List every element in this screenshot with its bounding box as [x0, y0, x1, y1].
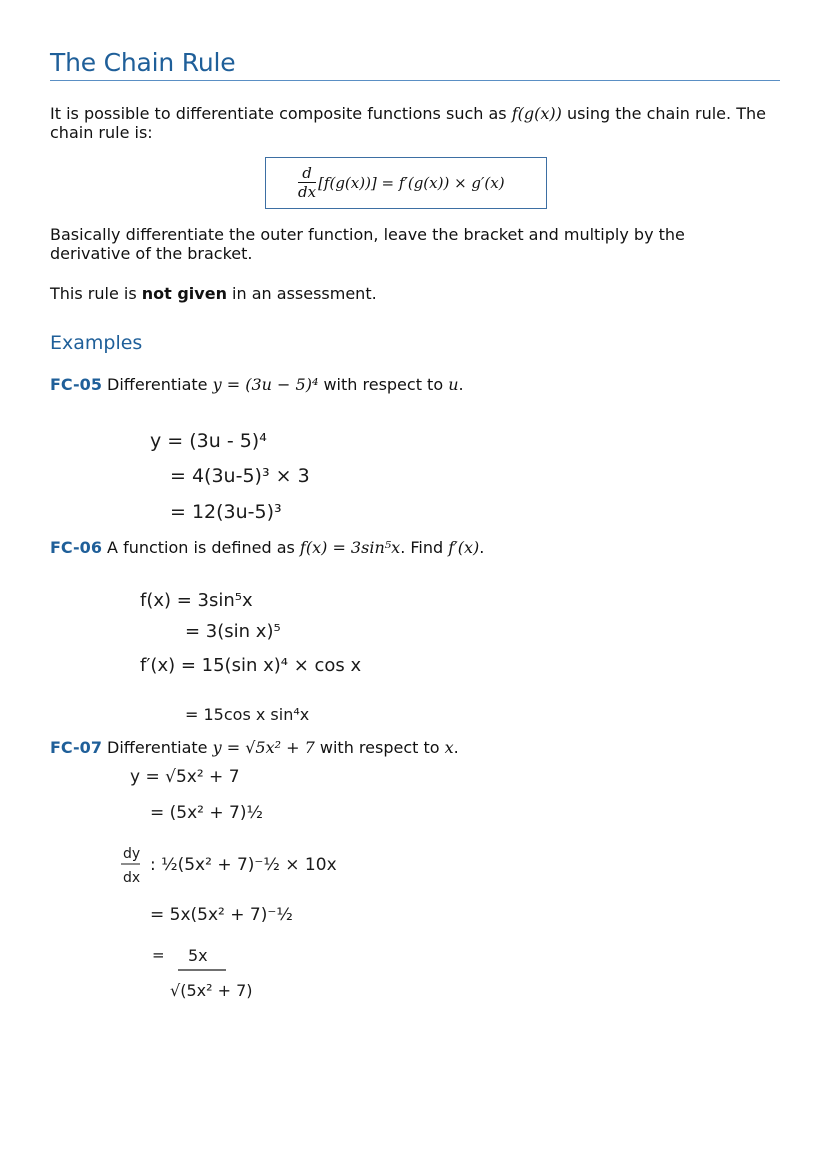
rule-note-emphasis: not given [141, 284, 227, 303]
page-title: The Chain Rule [50, 48, 236, 77]
fc05-work-line-3: = 12(3u-5)³ [170, 501, 282, 523]
fc07-dx: dx [123, 870, 141, 886]
fc07-work-line-4: = 5x(5x² + 7)⁻½ [150, 905, 293, 925]
fc06-work-line-4: = 15cos x sin⁴x [185, 705, 310, 724]
derivative-numerator: d [298, 164, 316, 183]
fc07-work-line-3: : ½(5x² + 7)⁻½ × 10x [150, 855, 337, 875]
example-text: with respect to [318, 375, 449, 394]
fc06-work-line-1: f(x) = 3sin⁵x [140, 590, 253, 611]
example-variable: u [448, 375, 459, 394]
formula-body: [f(g(x))] = f′(g(x)) × g′(x) [318, 173, 505, 192]
example-text: A function is defined as [101, 538, 300, 557]
example-text: . Find [400, 538, 449, 557]
example-punctuation: . [479, 538, 485, 557]
rule-note-end: in an assessment. [226, 284, 377, 303]
fc05-work-line-1: y = (3u - 5)⁴ [150, 430, 267, 452]
example-code: FC-07 [50, 738, 102, 757]
example-code: FC-05 [50, 375, 102, 394]
fc07-work-line-2: = (5x² + 7)½ [150, 803, 263, 823]
example-expression: y = (3u − 5)⁴ [212, 375, 319, 394]
example-expression: f(x) = 3sin⁵x [299, 538, 401, 557]
fc05-work-line-2: = 4(3u-5)³ × 3 [170, 465, 310, 487]
fc07-fraction-numerator: 5x [188, 946, 208, 965]
example-punctuation: . [458, 375, 464, 394]
fc07-work-line-1: y = √5x² + 7 [130, 767, 240, 787]
example-expression: y = √5x² + 7 [212, 738, 315, 757]
example-text: with respect to [314, 738, 445, 757]
example-text: Differentiate [101, 738, 213, 757]
example-code: FC-06 [50, 538, 102, 557]
rule-note-start: This rule is [50, 284, 142, 303]
example-text: Differentiate [101, 375, 213, 394]
fc07-fraction-denominator: √(5x² + 7) [170, 981, 253, 1000]
example-punctuation: . [453, 738, 459, 757]
fc06-work-line-3: f′(x) = 15(sin x)⁴ × cos x [140, 655, 362, 676]
example-variable: f′(x) [448, 538, 480, 557]
intro-text-start: It is possible to differentiate composite functions such as [50, 104, 512, 123]
fc07-equals: = [152, 946, 165, 964]
example-variable: x [444, 738, 454, 757]
fc07-dy: dy [123, 846, 141, 862]
examples-heading: Examples [50, 332, 143, 354]
derivative-denominator: dx [298, 183, 317, 201]
intro-text-end: using the chain rule. The chain rule is: [50, 104, 766, 142]
explanation-paragraph: Basically differentiate the outer function, leave the bracket and multiply by the derivative of the bracket. [50, 225, 685, 263]
fc06-work-line-2: = 3(sin x)⁵ [185, 621, 281, 642]
intro-expression: f(g(x)) [511, 104, 562, 123]
